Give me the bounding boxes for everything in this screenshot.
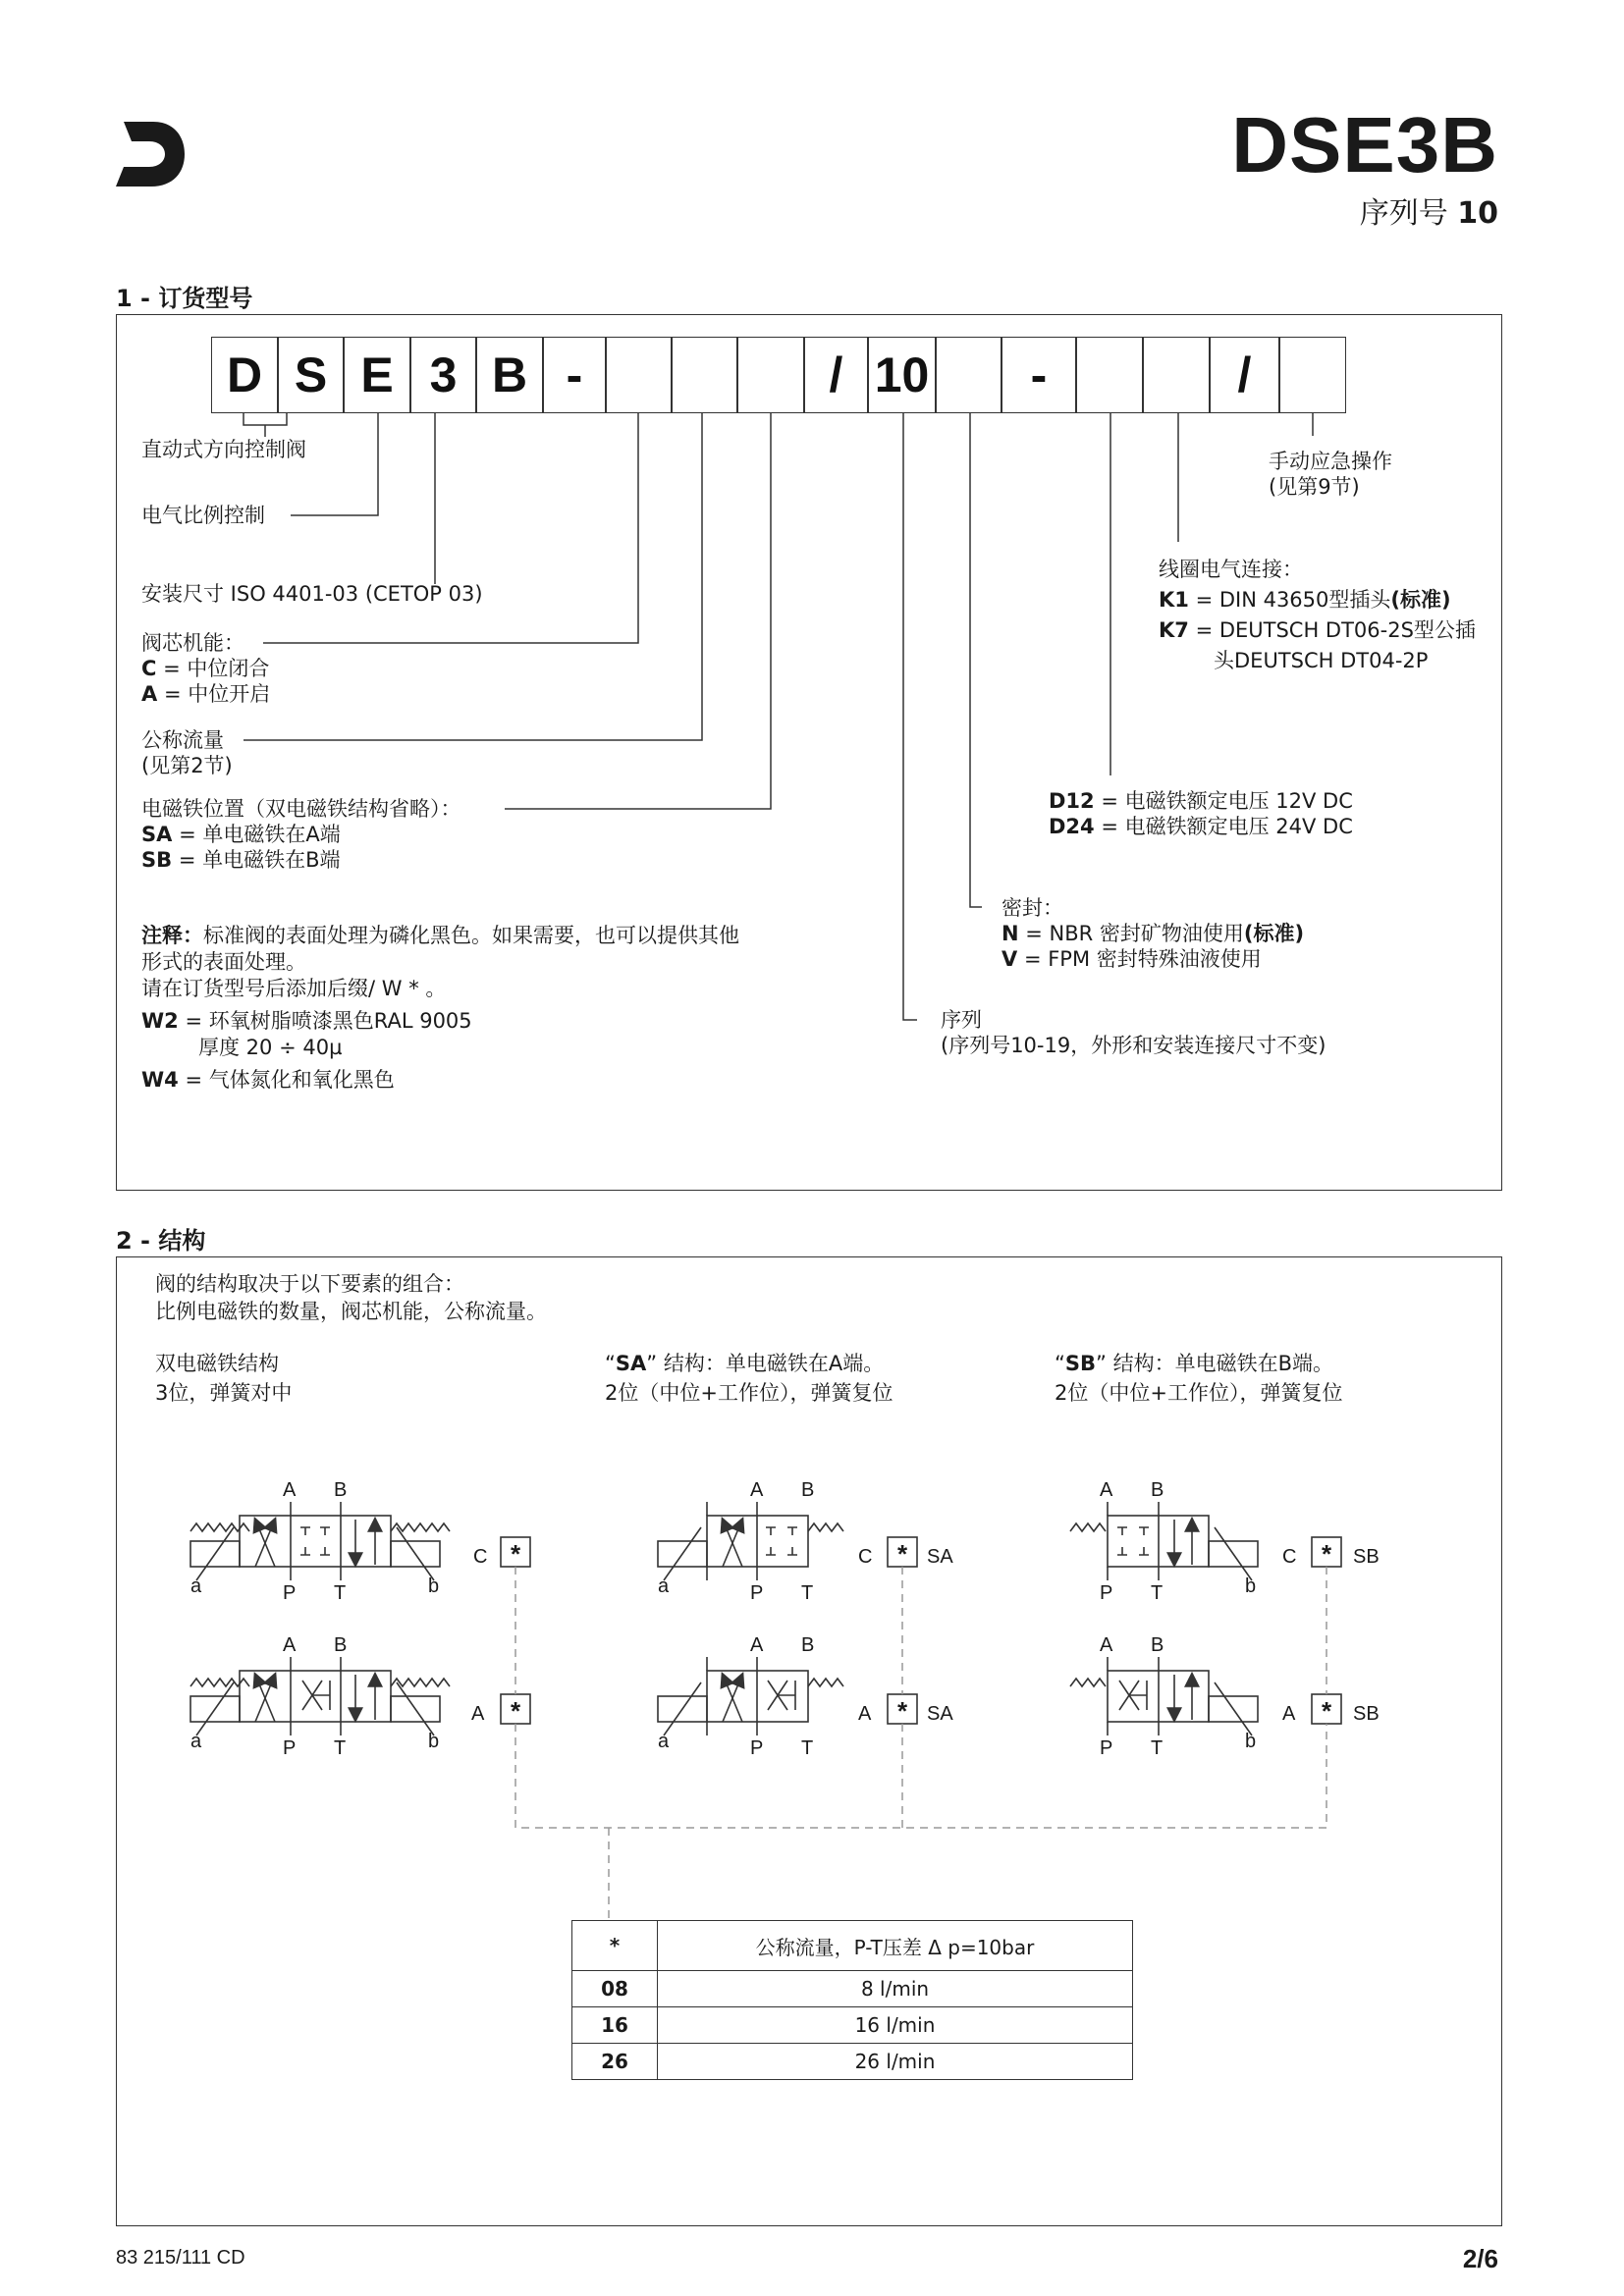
config-sa-label: SA [927,1703,953,1725]
flow-value: 8 l/min [658,1971,1133,2007]
port-p-label: P [1100,1737,1113,1759]
config-sb-label: SB [1353,1546,1380,1568]
port-p-label: P [283,1582,297,1604]
flow-value: 16 l/min [658,2007,1133,2044]
port-t-label: T [801,1582,814,1604]
flow-rate-table [571,1920,1133,2080]
product-title: DSE3B [1231,101,1498,188]
star-placeholder: * [896,1539,908,1569]
code-box: E [344,337,410,413]
spool-c-label: C [1282,1546,1297,1568]
port-b-label: B [801,1634,815,1656]
port-t-label: T [801,1737,814,1759]
section-2-title: 2 - 结构 [116,1227,206,1255]
code-box: / [804,337,868,413]
port-b-label: B [1151,1479,1164,1501]
port-b-label: B [1151,1634,1164,1656]
label-proportional: 电气比例控制 [141,504,265,527]
construction-intro: 阀的结构取决于以下要素的组合： 比例电磁铁的数量，阀芯机能，公称流量。 [155,1272,547,1323]
table-row [572,2044,1133,2080]
code-box: D [211,337,278,413]
label-flow: 公称流量 (见第2节) [141,728,233,777]
code-box: 3 [410,337,476,413]
port-p-label: P [750,1582,764,1604]
code-box: / [1210,337,1279,413]
port-b-label: B [334,1479,348,1501]
port-a-label: A [283,1479,297,1501]
label-direct-valve: 直动式方向控制阀 [141,438,306,461]
series-subtitle: 序列号 10 [1359,196,1498,231]
table-row [572,1971,1133,2007]
code-box: 10 [868,337,936,413]
valve-c-double [240,1516,391,1567]
spool-a-label: A [1282,1703,1296,1725]
port-t-label: T [334,1737,347,1759]
label-series: 序列 (序列号10-19，外形和安装连接尺寸不变) [941,1008,1326,1057]
label-coil: 线圈电气连接： K1 = DIN 43650型插头(标准) K7 = DEUTSCH DT06-2S型公插 头DEUTSCH DT04-2P [1159,558,1476,672]
col-sa: “SA” 结构：单电磁铁在A端。 2位（中位+工作位），弹簧复位 [605,1352,893,1405]
port-t-label: T [334,1582,347,1604]
star-placeholder: * [510,1539,521,1569]
flow-value: 26 l/min [658,2044,1133,2080]
page-number: 2/6 [1462,2244,1498,2273]
table-header-flow: 公称流量，P-T压差 Δ p=10bar [658,1921,1133,1971]
label-solenoid: 电磁铁位置（双电磁铁结构省略）： SA = 单电磁铁在A端 SB = 单电磁铁在B端 [141,797,461,872]
code-box: - [1001,337,1076,413]
solenoid-b-label: b [428,1731,440,1752]
table-header-key: * [572,1921,658,1971]
port-p-label: P [283,1737,297,1759]
port-p-label: P [1100,1582,1113,1604]
solenoid-a-label: a [658,1731,670,1752]
star-placeholder: * [1321,1696,1332,1726]
code-box: S [278,337,344,413]
table-row [572,2007,1133,2044]
port-t-label: T [1151,1582,1164,1604]
port-a-label: A [1100,1479,1113,1501]
solenoid-a-label: a [190,1731,202,1752]
port-b-label: B [334,1634,348,1656]
solenoid-b-label: b [1245,1731,1257,1752]
code-box: B [476,337,543,413]
label-spool: 阀芯机能： C = 中位闭合 A = 中位开启 [141,631,271,706]
flow-code: 08 [572,1971,658,2007]
port-t-label: T [1151,1737,1164,1759]
label-mounting: 安装尺寸 ISO 4401-03 (CETOP 03) [141,582,483,606]
config-sa-label: SA [927,1546,953,1568]
port-p-label: P [750,1737,764,1759]
document-number: 83 215/111 CD [116,2247,245,2269]
col-double-solenoid: 双电磁铁结构 3位，弹簧对中 [155,1352,293,1405]
star-placeholder: * [896,1696,908,1726]
col-sb: “SB” 结构：单电磁铁在B端。 2位（中位+工作位），弹簧复位 [1055,1352,1343,1405]
note-surface: 注释：标准阀的表面处理为磷化黑色。如果需要，也可以提供其他 形式的表面处理。 请在订货型号后添加后缀/ W * 。 W2 = 环氧树脂喷漆黑色RAL 9005 厚度 20 ÷ 40µ W4 = 气体氮化和氧化黑色 [141,924,739,1092]
table-header-row [572,1921,1133,1971]
solenoid-a-label: a [658,1575,670,1597]
code-box: - [543,337,606,413]
solenoid-b-label: b [1245,1575,1257,1597]
spool-c-label: C [473,1546,488,1568]
port-b-label: B [801,1479,815,1501]
label-manual: 手动应急操作 (见第9节) [1269,450,1392,499]
port-a-label: A [283,1634,297,1656]
star-placeholder: * [510,1696,521,1726]
port-a-label: A [1100,1634,1113,1656]
label-seal: 密封： N = NBR 密封矿物油使用(标准) V = FPM 密封特殊油液使用 [1001,896,1305,971]
label-voltage: D12 = 电磁铁额定电压 12V DC D24 = 电磁铁额定电压 24V DC [1049,789,1353,838]
spool-a-label: A [858,1703,872,1725]
flow-code: 26 [572,2044,658,2080]
port-a-label: A [750,1634,764,1656]
port-a-label: A [750,1479,764,1501]
flow-code: 16 [572,2007,658,2044]
config-sb-label: SB [1353,1703,1380,1725]
solenoid-a-label: a [190,1575,202,1597]
section-1-title: 1 - 订货型号 [116,285,253,312]
star-placeholder: * [1321,1539,1332,1569]
spool-c-label: C [858,1546,873,1568]
spool-a-label: A [471,1703,485,1725]
solenoid-b-label: b [428,1575,440,1597]
